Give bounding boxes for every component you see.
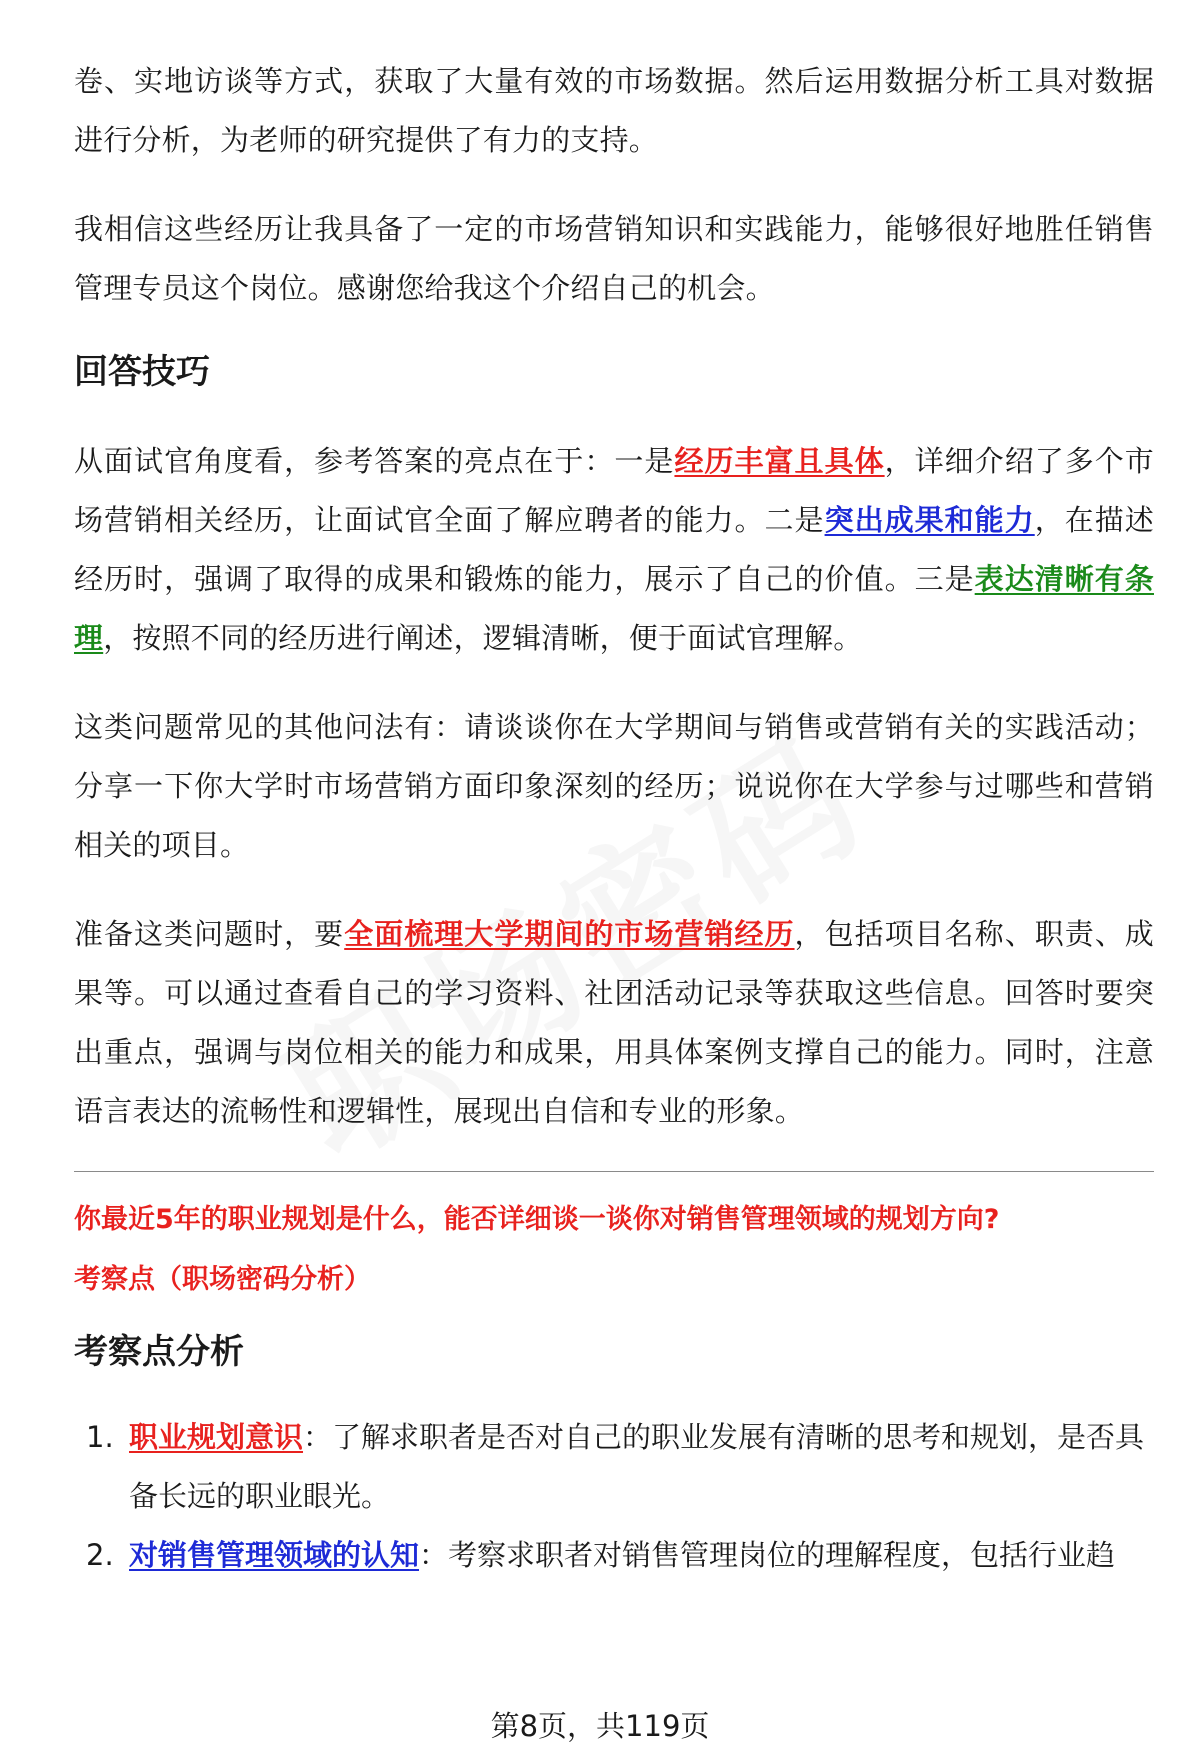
intro-paragraph-2: 我相信这些经历让我具备了一定的市场营销知识和实践能力，能够很好地胜任销售管理专员这个岗位。感谢您给我这个介绍自己的机会。 <box>74 212 1154 305</box>
analysis-list <box>74 1408 1154 1585</box>
tips-paragraph-2: 这类问题常见的其他问法有：请谈谈你在大学期间与销售或营销有关的实践活动；分享一下你大学时市场营销方面印象深刻的经历；说说你在大学参与过哪些和营销相关的项目。 <box>74 710 1154 862</box>
tips-text: 从面试官角度看，参考答案的亮点在于：一是 <box>74 444 675 478</box>
tips-text: 准备这类问题时，要 <box>74 917 345 951</box>
tips-text: ，详细介绍了多个市场营销相关经历，让面试官全面了解应聘者的能力。二是 <box>74 444 1154 537</box>
tips-heading: 回答技巧 <box>74 352 210 392</box>
list-item-number: 1. <box>86 1420 114 1454</box>
list-item-text: ：了解求职者是否对自己的职业发展有清晰的思考和规划，是否具备长远的职业眼光。 <box>129 1420 1145 1513</box>
list-item-number: 2. <box>86 1538 114 1572</box>
list-item <box>74 1408 1154 1526</box>
question-title: 你最近5年的职业规划是什么，能否详细谈一谈你对销售管理领域的规划方向? <box>74 1204 1000 1235</box>
highlight-results-ability: 突出成果和能力 <box>824 503 1035 537</box>
tips-text: ，按照不同的经历进行阐述，逻辑清晰，便于面试官理解。 <box>103 621 863 655</box>
highlight-rich-experience: 经历丰富且具体 <box>674 444 885 478</box>
analysis-label: 考察点（职场密码分析） <box>74 1264 371 1295</box>
highlight-career-planning: 职业规划意识 <box>129 1420 304 1454</box>
list-item <box>74 1526 1154 1585</box>
page-footer: 第8页，共119页 <box>490 1709 710 1743</box>
list-item-text: ：考察求职者对销售管理岗位的理解程度，包括行业趋 <box>419 1538 1116 1572</box>
highlight-sales-cognition: 对销售管理领域的认知 <box>129 1538 420 1572</box>
tips-text: ，包括项目名称、职责、成果等。可以通过查看自己的学习资料、社团活动记录等获取这些信息。回答时要突出重点，强调与岗位相关的能力和成果，用具体案例支撑自己的能力。同时，注意语言表达的流畅性和逻辑性，展现出自信和专业的形象。 <box>74 917 1154 1128</box>
section-divider <box>74 1171 1154 1172</box>
intro-paragraph-1: 卷、实地访谈等方式，获取了大量有效的市场数据。然后运用数据分析工具对数据进行分析，为老师的研究提供了有力的支持。 <box>74 64 1154 157</box>
analysis-heading: 考察点分析 <box>74 1332 244 1372</box>
highlight-review-experience: 全面梳理大学期间的市场营销经历 <box>344 917 795 951</box>
tips-text: ，在描述经历时，强调了取得的成果和锻炼的能力，展示了自己的价值。三是 <box>74 503 1154 596</box>
tips-paragraph-1 <box>74 432 1154 668</box>
document-page <box>74 52 1154 1585</box>
tips-paragraph-3 <box>74 905 1154 1141</box>
highlight-clear-expression: 表达清晰有条理 <box>74 562 1154 655</box>
